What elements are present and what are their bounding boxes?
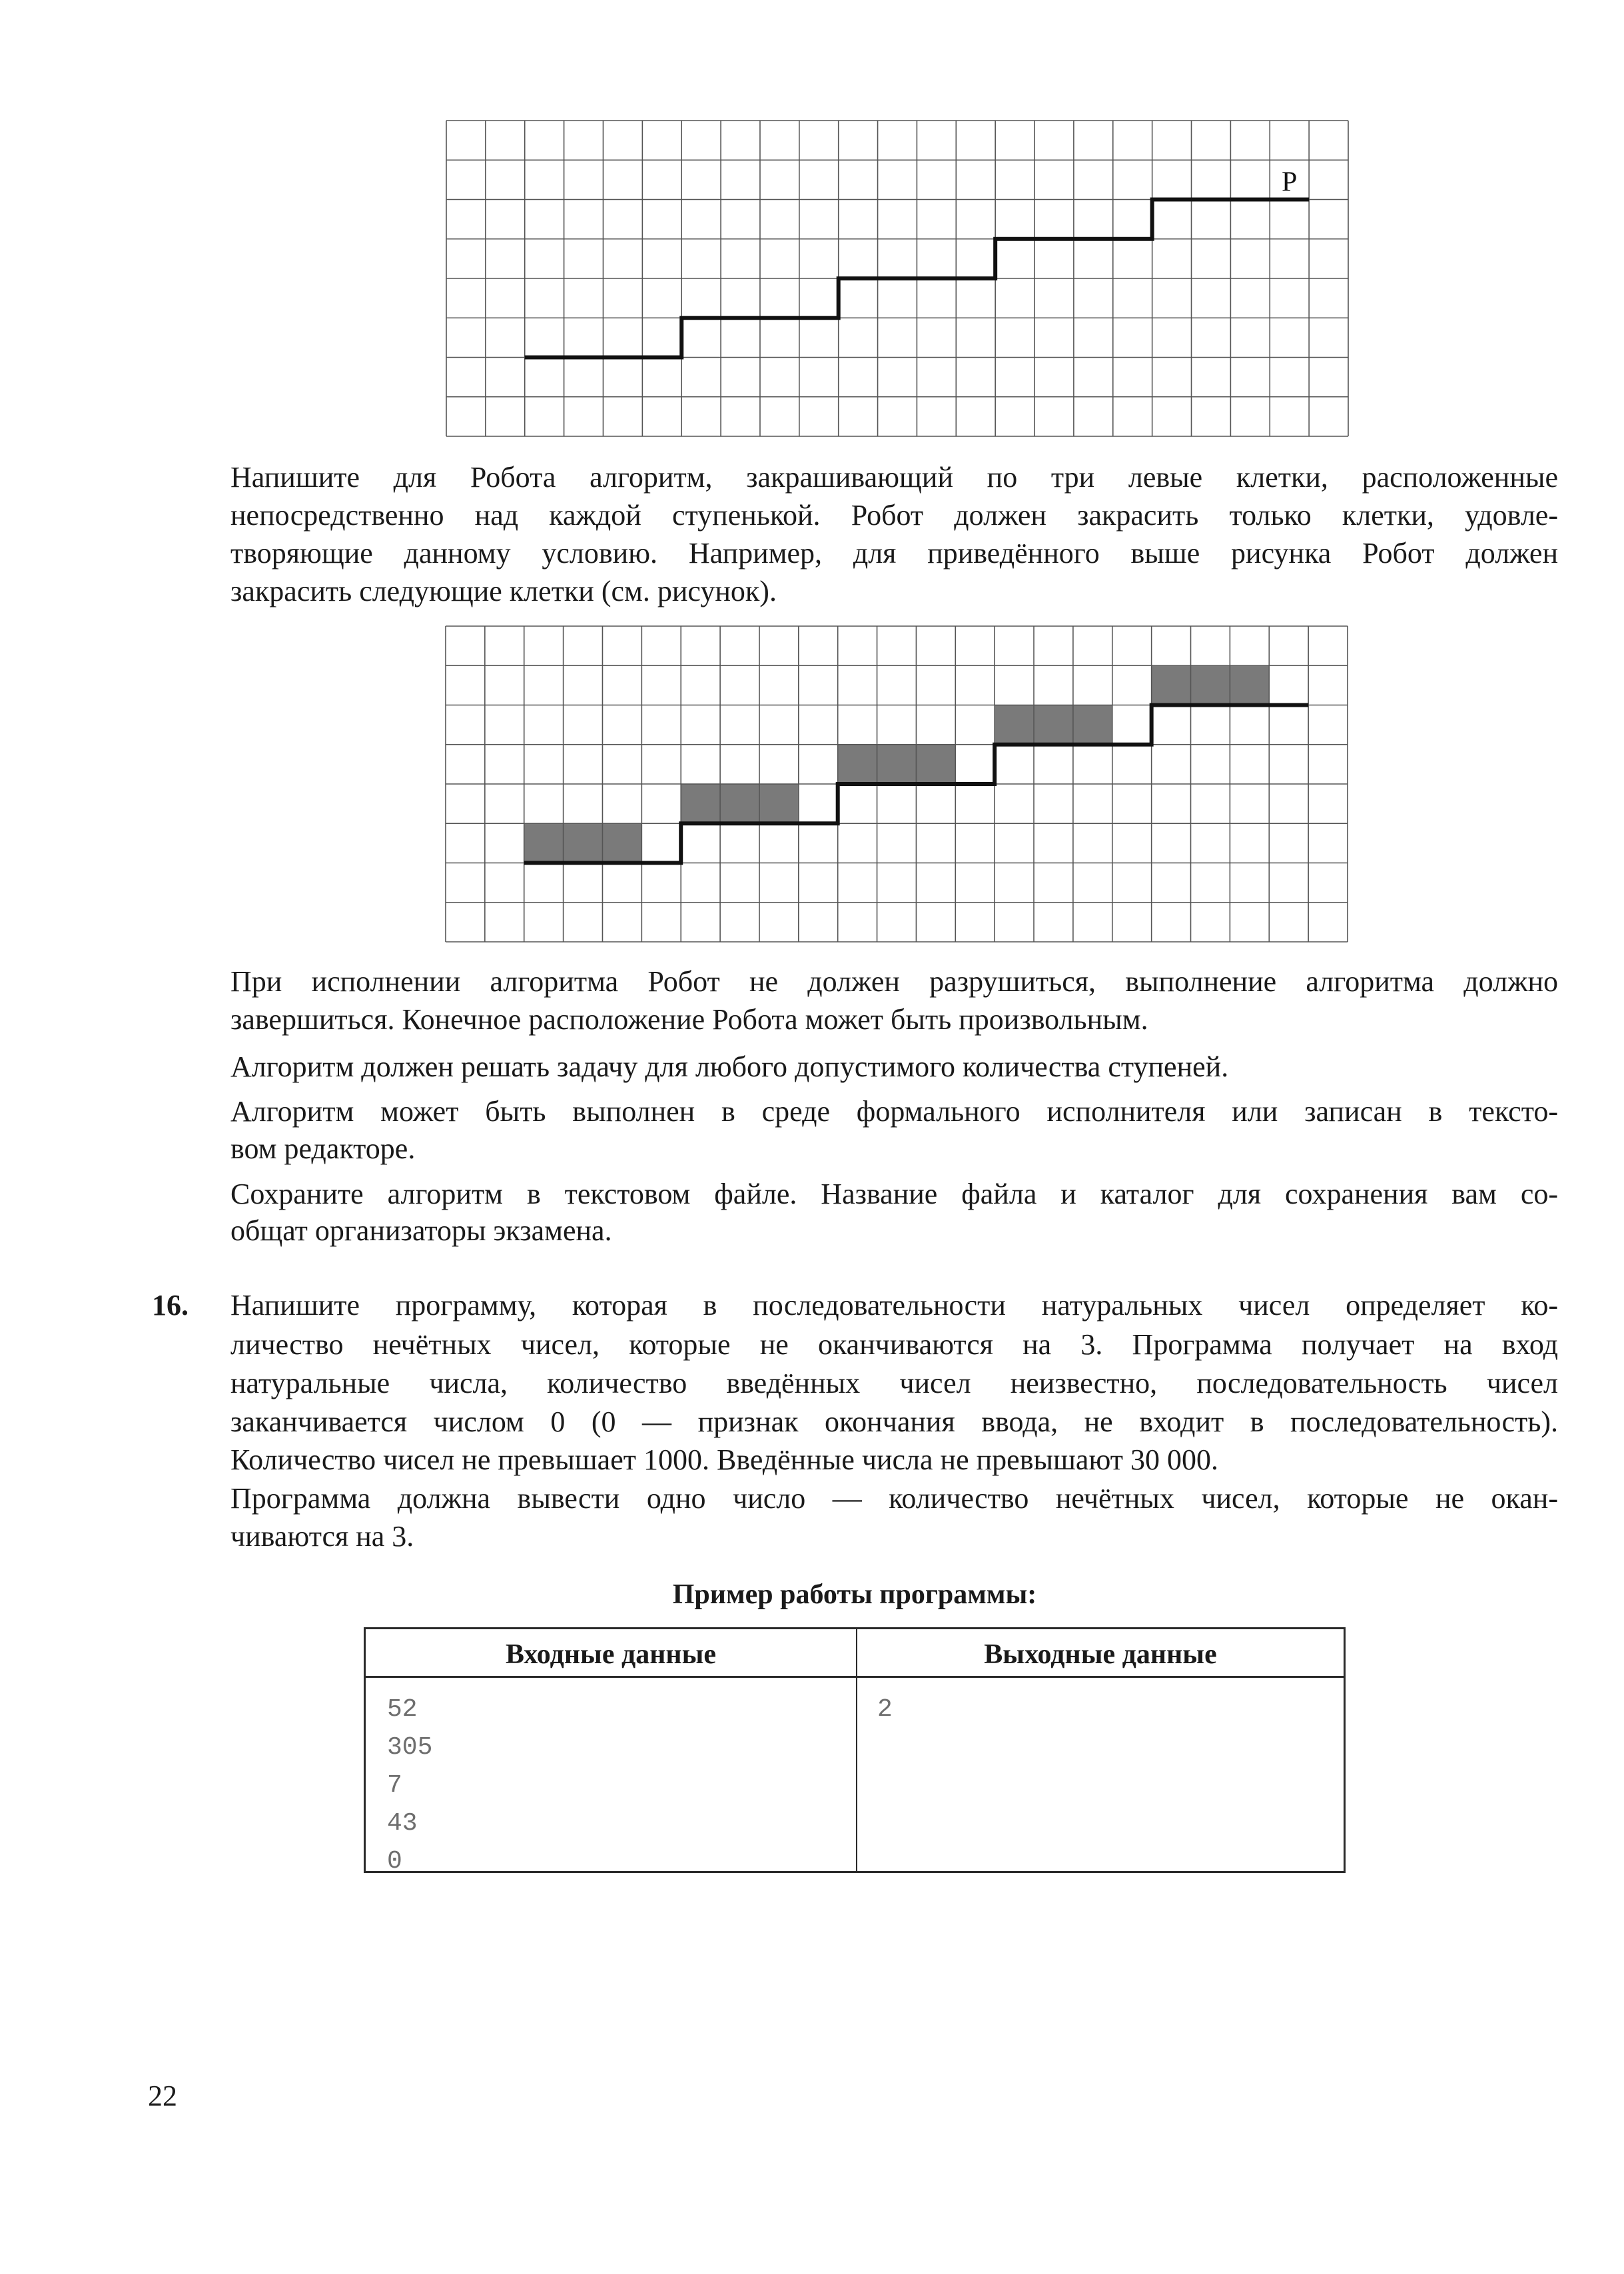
painted-cell [1230,665,1269,705]
input-cell [387,1691,432,1880]
painted-cell [1034,705,1073,745]
painted-cell [602,823,641,863]
painted-cell [524,823,564,863]
output-value: 2 [877,1695,893,1724]
task15-text-line: вом редакторе. [230,1132,416,1165]
staircase-grid-painted [445,625,1348,943]
task16-text-line: Программа должна вывести одно число — количество нечётных чисел, которые не окан- [230,1482,1558,1515]
page-number: 22 [148,2080,177,2112]
task15-text-line: При исполнении алгоритма Робот не должен разрушиться, выполнение алгоритма должно [230,965,1558,998]
painted-cell [877,745,917,784]
painted-cell [720,784,759,823]
task16-text-line: чиваются на 3. [230,1520,414,1553]
task15-text-line: Алгоритм должен решать задачу для любого допустимого количества ступеней. [230,1050,1229,1083]
task15-text-line: Напишите для Робота алгоритм, закрашивающий по три левые клетки, расположенные [230,461,1558,494]
output-cell [877,1691,893,1728]
painted-cell [1073,705,1112,745]
painted-cell [995,705,1034,745]
input-value: 43 [387,1809,418,1838]
input-value: 7 [387,1771,402,1800]
painted-cell [1191,665,1230,705]
task-number: 16. [152,1289,189,1322]
task16-text-line: натуральные числа, количество введённых чисел неизвестно, последовательность чисел [230,1367,1558,1399]
task15-text-line: закрасить следующие клетки (см. рисунок). [230,575,777,607]
task16-text-line: Количество чисел не превышает 1000. Введённые числа не превышают 30 000. [230,1443,1218,1476]
example-caption: Пример работы программы: [672,1579,1037,1610]
task15-text-line: завершиться. Конечное расположение Робота может быть произвольным. [230,1003,1148,1036]
header-output: Выходные данные [984,1639,1217,1670]
task16-text-line: заканчивается числом 0 (0 — признак окончания ввода, не входит в последовательность). [230,1405,1558,1438]
input-value: 52 [387,1695,418,1724]
painted-cell [916,745,955,784]
painted-cell [681,784,720,823]
header-input: Входные данные [505,1639,717,1670]
task15-text-line: Алгоритм может быть выполнен в среде формального исполнителя или записан в тексто- [230,1095,1558,1128]
painted-cell [759,784,799,823]
staircase-grid-initial [446,120,1349,437]
painted-cell [838,745,877,784]
io-example-table [364,1627,1346,1876]
task15-text-line: общат организаторы экзамена. [230,1214,612,1247]
painted-cell [1152,665,1191,705]
task16-text-line: личество нечётных чисел, которые не оканчиваются на 3. Программа получает на вход [230,1328,1558,1361]
task15-text-line: Сохраните алгоритм в текстовом файле. Название файла и каталог для сохранения вам со- [230,1178,1558,1210]
task16-text-line: Напишите программу, которая в последовательности натуральных чисел определяет ко- [230,1289,1558,1322]
task15-text-line: непосредственно над каждой ступенькой. Робот должен закрасить только клетки, удовле- [230,499,1558,532]
input-value: 0 [387,1847,402,1876]
robot-marker: Р [1282,167,1298,198]
task15-text-line: творяющие данному условию. Например, для приведённого выше рисунка Робот должен [230,537,1558,569]
painted-cell [564,823,603,863]
input-value: 305 [387,1733,433,1762]
